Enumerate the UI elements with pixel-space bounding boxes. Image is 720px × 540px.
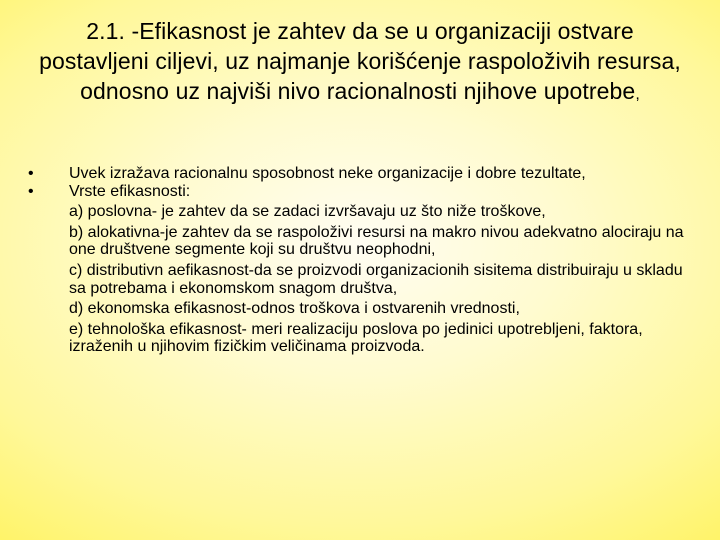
bullet-dot: • xyxy=(28,165,34,182)
sub-item-distributivna: c) distributivn aefikasnost-da se proizvodi organizacionih sisitema distribuiraju u skladu sa potrebama i ekonomskom snagom društva, xyxy=(69,261,683,297)
slide-title-text: 2.1. -Efikasnost je zahtev da se u organizaciji ostvare postavljeni ciljevi, uz najmanje korišćenje raspoloživih resursa, odnosno uz najviši nivo racionalnosti njihove upotrebe xyxy=(39,18,681,104)
bullet-dot: • xyxy=(28,182,34,200)
bullet-list xyxy=(28,165,698,356)
slide-title xyxy=(30,16,690,110)
sub-item-ekonomska: d) ekonomska efikasnost-odnos troškova i ostvarenih vrednosti, xyxy=(69,300,520,318)
bullet-text: Uvek izražava racionalnu sposobnost neke organizacije i dobre tezultate, xyxy=(69,165,586,182)
bullet-text: Vrste efikasnosti: xyxy=(69,182,191,200)
sub-item-alokativna: b) alokativna-je zahtev da se raspoloživi resursi na makro nivou adekvatno alociraju na one društvene segmente koji su društvu neophodni, xyxy=(69,223,684,259)
bullet-item xyxy=(28,183,698,356)
slide-title-comma: , xyxy=(635,86,640,103)
bullet-item xyxy=(28,165,698,183)
sub-item-tehnoloska: e) tehnološka efikasnost- meri realizaciju poslova po jedinici upotrebljeni, faktora, izraženih u njihovim fizičkim veličinama proizvoda. xyxy=(69,320,643,356)
sub-item-poslovna: a) poslovna- je zahtev da se zadaci izvršavaju uz što niže troškove, xyxy=(69,203,546,221)
